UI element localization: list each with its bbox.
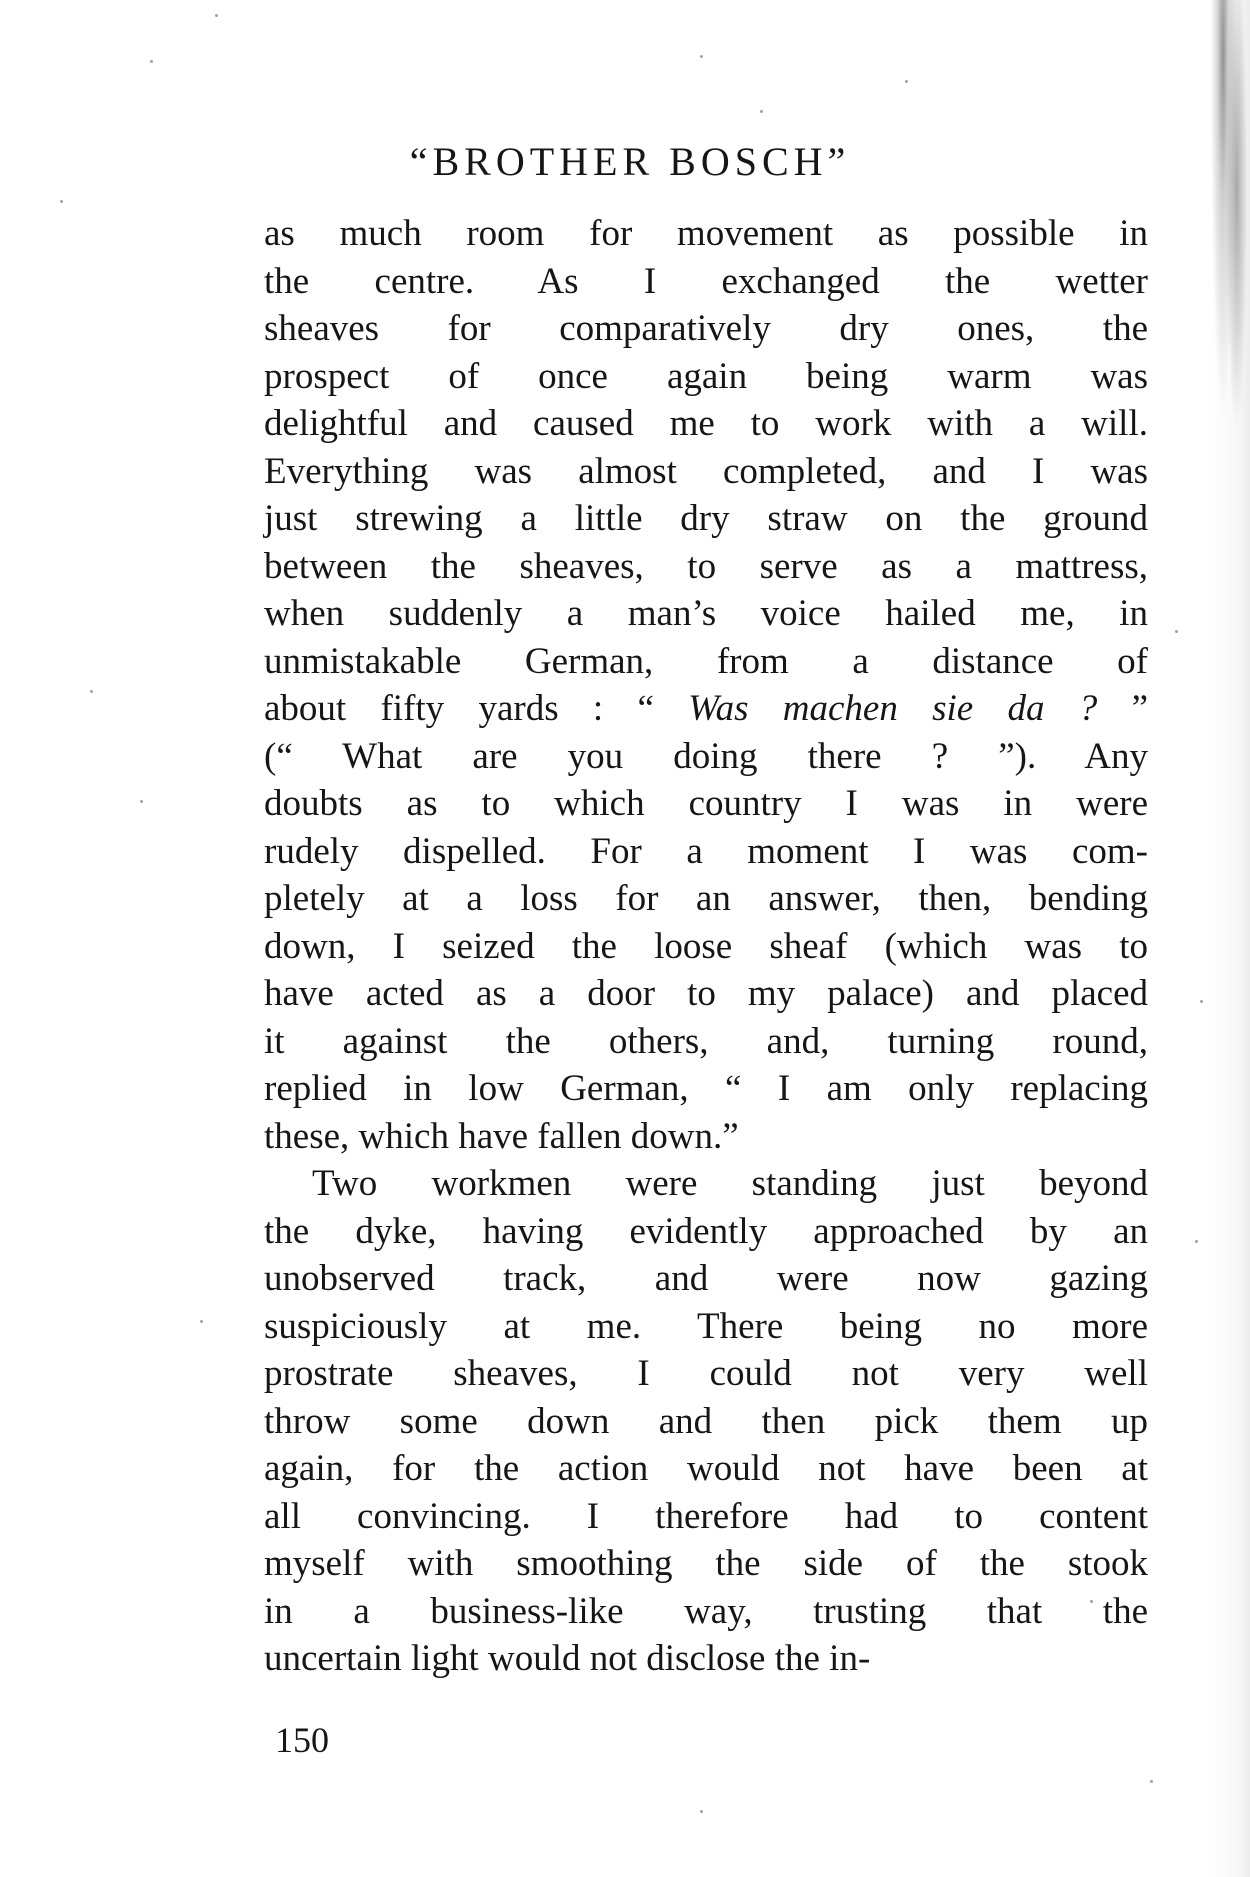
running-head: “BROTHER BOSCH” [409,139,851,184]
text-line: when suddenly a man’s voice hailed me, in [264,593,1148,634]
text-line: Everything was almost completed, and I was [264,450,1148,492]
text-line: all convincing. I therefore had to content [264,1495,1148,1537]
text-line: the centre. As I exchanged the wetter [264,260,1148,302]
body-text [264,210,1148,1683]
text-line: delightful and caused me to work with a will. [264,403,1148,444]
text-line: in a business-like way, trusting that the [264,1590,1148,1632]
text-line: doubts as to which country I was in were [264,783,1148,824]
text-line [264,685,1148,733]
text-line: unmistakable German, from a distance of [264,640,1148,682]
text-line: replied in low German, “ I am only replacing [264,1068,1148,1109]
text-line: have acted as a door to my palace) and placed [264,973,1148,1014]
text-line: myself with smoothing the side of the stook [264,1543,1148,1584]
text-line: prospect of once again being warm was [264,355,1148,397]
text-line: these, which have fallen down.” [264,1115,739,1157]
page-number: 150 [275,1720,329,1760]
text-line: pletely at a loss for an answer, then, bending [264,878,1148,919]
text-line: down, I seized the loose sheaf (which was to [264,925,1148,967]
text-line: unobserved track, and were now gazing [264,1258,1148,1299]
italic-quote: Was machen sie da ? [688,688,1098,729]
text-line: as much room for movement as possible in [264,213,1148,254]
text-line: prostrate sheaves, I could not very well [264,1353,1148,1394]
text-line: just strewing a little dry straw on the ground [264,498,1148,539]
text-line: it against the others, and, turning round, [264,1020,1148,1062]
text-line: rudely dispelled. For a moment I was com- [264,830,1148,872]
scan-edge-smudge [1160,0,1250,1877]
text-line: throw some down and then pick them up [264,1400,1148,1442]
text-line: (“ What are you doing there ? ”). Any [264,735,1148,777]
text-line: suspiciously at me. There being no more [264,1305,1148,1347]
text-line: sheaves for comparatively dry ones, the [264,308,1148,349]
text-line: uncertain light would not disclose the in- [264,1638,871,1679]
text-line: the dyke, having evidently approached by an [264,1210,1148,1252]
text-line: between the sheaves, to serve as a mattress, [264,545,1148,587]
text-run: about fifty yards : “ [264,688,689,729]
text-run: ” [1097,688,1148,729]
text-line: again, for the action would not have been at [264,1448,1148,1489]
text-line: Two workmen were standing just beyond [312,1163,1148,1204]
